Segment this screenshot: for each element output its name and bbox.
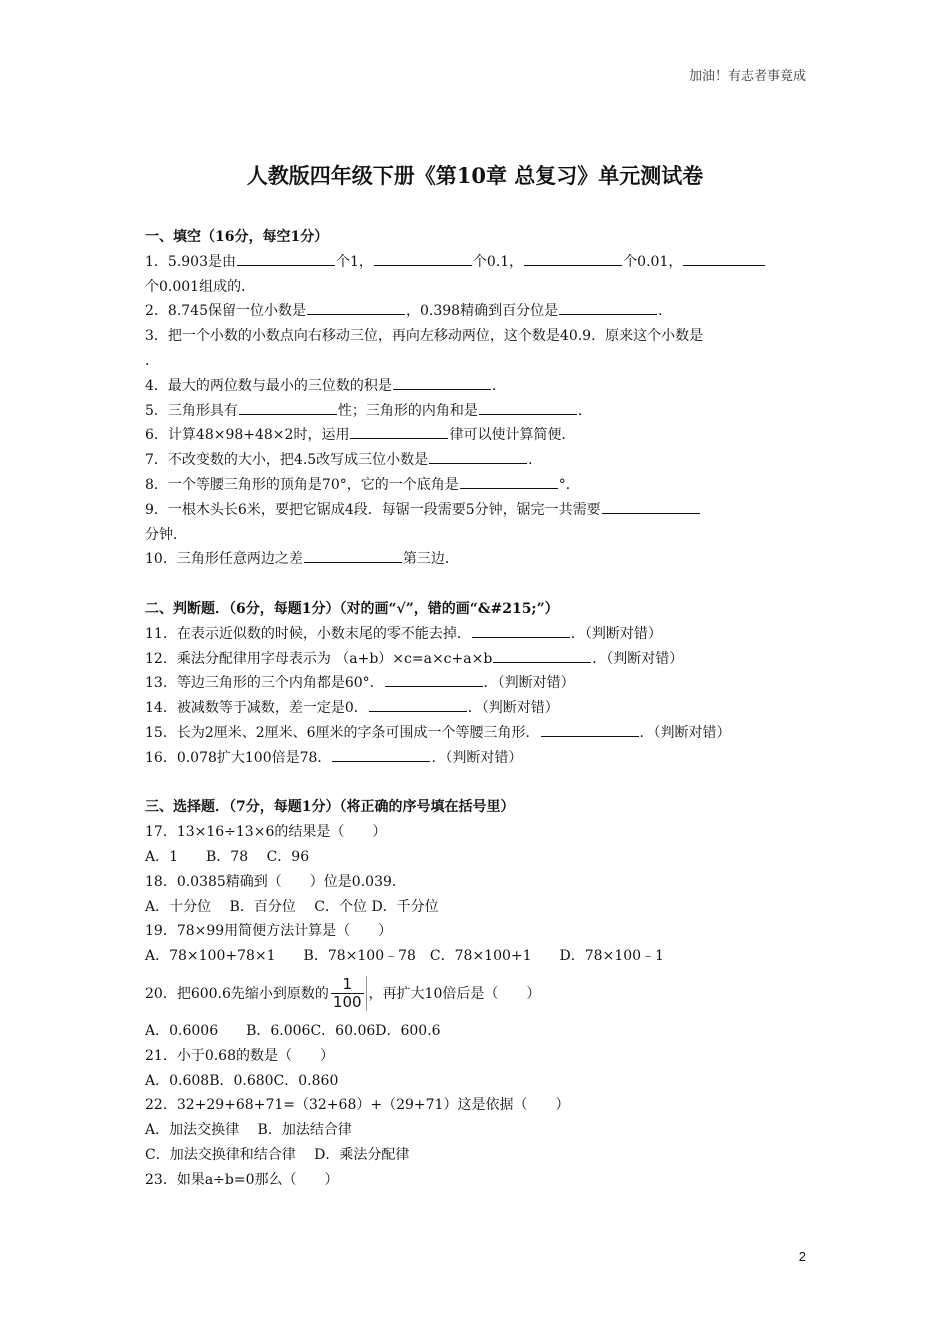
page-title: 人教版四年级下册《第10章 总复习》单元测试卷 (246, 163, 704, 188)
answer-blank[interactable] (524, 251, 622, 266)
question-23-stem: 23．如果a÷b=0那么（ ） (145, 1171, 339, 1188)
section-1-heading: 一、填空（16分，每空1分） (145, 229, 329, 245)
answer-blank[interactable] (602, 499, 700, 514)
question-21-options: A．0.608B．0.680C．0.860 (145, 1072, 339, 1089)
answer-blank[interactable] (393, 375, 491, 390)
answer-blank[interactable] (237, 251, 335, 266)
page-number: 2 (798, 1249, 806, 1264)
question-6: 6．计算48×98+48×2时，运用 律可以使计算简便． (145, 423, 807, 448)
question-5: 5．三角形具有 性；三角形的内角和是 ． (145, 399, 807, 424)
answer-blank[interactable] (304, 548, 402, 563)
question-17-stem: 17．13×16÷13×6的结果是（ ） (145, 824, 387, 841)
question-22-options-1: A．加法交换律 B．加法结合律 (145, 1122, 352, 1139)
question-17-options: A．1 B．78 C．96 (145, 848, 310, 865)
question-14: 14．被减数等于减数，差一定是0． ．（判断对错） (145, 696, 807, 721)
question-10: 10．三角形任意两边之差 第三边． (145, 547, 807, 572)
answer-blank[interactable] (429, 449, 527, 464)
question-18-options: A．十分位 B．百分位 C．个位 D．千分位 (145, 898, 439, 915)
exam-content (145, 225, 807, 1192)
question-1: 1．5.903是由 个1， 个0.1， 个0.01， 个0.001组成的． (145, 250, 807, 300)
answer-blank[interactable] (479, 400, 577, 415)
question-13: 13．等边三角形的三个内角都是60°． ．（判断对错） (145, 671, 807, 696)
answer-blank[interactable] (460, 474, 558, 489)
answer-blank[interactable] (541, 722, 639, 737)
question-20-options: A．0.6006 B．6.006C．60.06D．600.6 (145, 1022, 441, 1039)
header-motto: 加油！有志者事竟成 (688, 69, 806, 84)
question-8: 8．一个等腰三角形的顶角是70°，它的一个底角是 °． (145, 473, 807, 498)
question-12: 12．乘法分配律用字母表示为 （a+b）×c=a×c+a×b ．（判断对错） (145, 647, 807, 672)
question-19-stem: 19．78×99用简便方法计算是（ ） (145, 923, 393, 940)
answer-blank[interactable] (332, 747, 430, 762)
question-11: 11．在表示近似数的时候，小数末尾的零不能去掉． ．（判断对错） (145, 622, 807, 647)
question-9: 9．一根木头长6米，要把它锯成4段．每锯一段需要5分钟，锯完一共需要 分钟． (145, 498, 807, 548)
answer-blank[interactable] (374, 251, 472, 266)
question-21-stem: 21．小于0.68的数是（ ） (145, 1047, 334, 1064)
answer-blank[interactable] (369, 697, 467, 712)
question-7: 7．不改变数的大小，把4.5改写成三位小数是 ． (145, 448, 807, 473)
fraction-one-hundredth: $\frac{1}{100}$ (331, 976, 367, 1011)
answer-blank[interactable] (683, 251, 765, 266)
answer-blank[interactable] (350, 424, 448, 439)
answer-blank[interactable] (472, 623, 570, 638)
answer-blank[interactable] (493, 648, 591, 663)
question-22-stem: 22．32+29+68+71=（32+68）+（29+71）这是依据（ ） (145, 1097, 570, 1114)
answer-blank[interactable] (307, 300, 405, 315)
question-2: 2．8.745保留一位小数是 ，0.398精确到百分位是 ． (145, 299, 807, 324)
question-20-stem: 20．把600.6先缩小到原数的 $\frac{1}{100}$ ，再扩大10倍后是（ ） (145, 975, 541, 1012)
question-15: 15．长为2厘米、2厘米、6厘米的字条可围成一个等腰三角形． ．（判断对错） (145, 721, 807, 746)
answer-blank[interactable] (385, 672, 483, 687)
section-3-heading: 三、选择题．（7分，每题1分）（将正确的序号填在括号里） (145, 799, 515, 816)
question-22-options-2: C．加法交换律和结合律 D．乘法分配律 (145, 1146, 410, 1163)
answer-blank[interactable] (559, 300, 657, 315)
question-19-options: A．78×100+78×1 B．78×100﹣78 C．78×100+1 D．78×100﹣1 (145, 948, 664, 965)
question-3: 3．把一个小数的小数点向右移动三位，再向左移动两位，这个数是40.9．原来这个小数是 ． (145, 328, 704, 369)
question-16: 16．0.078扩大100倍是78． ．（判断对错） (145, 746, 807, 771)
question-18-stem: 18．0.0385精确到（ ）位是0.039． (145, 873, 406, 890)
question-4: 4．最大的两位数与最小的三位数的积是 ． (145, 374, 807, 399)
section-2-heading: 二、判断题．（6分，每题1分）（对的画“√”，错的画“&#215;”） (145, 600, 559, 617)
answer-blank[interactable] (239, 400, 337, 415)
